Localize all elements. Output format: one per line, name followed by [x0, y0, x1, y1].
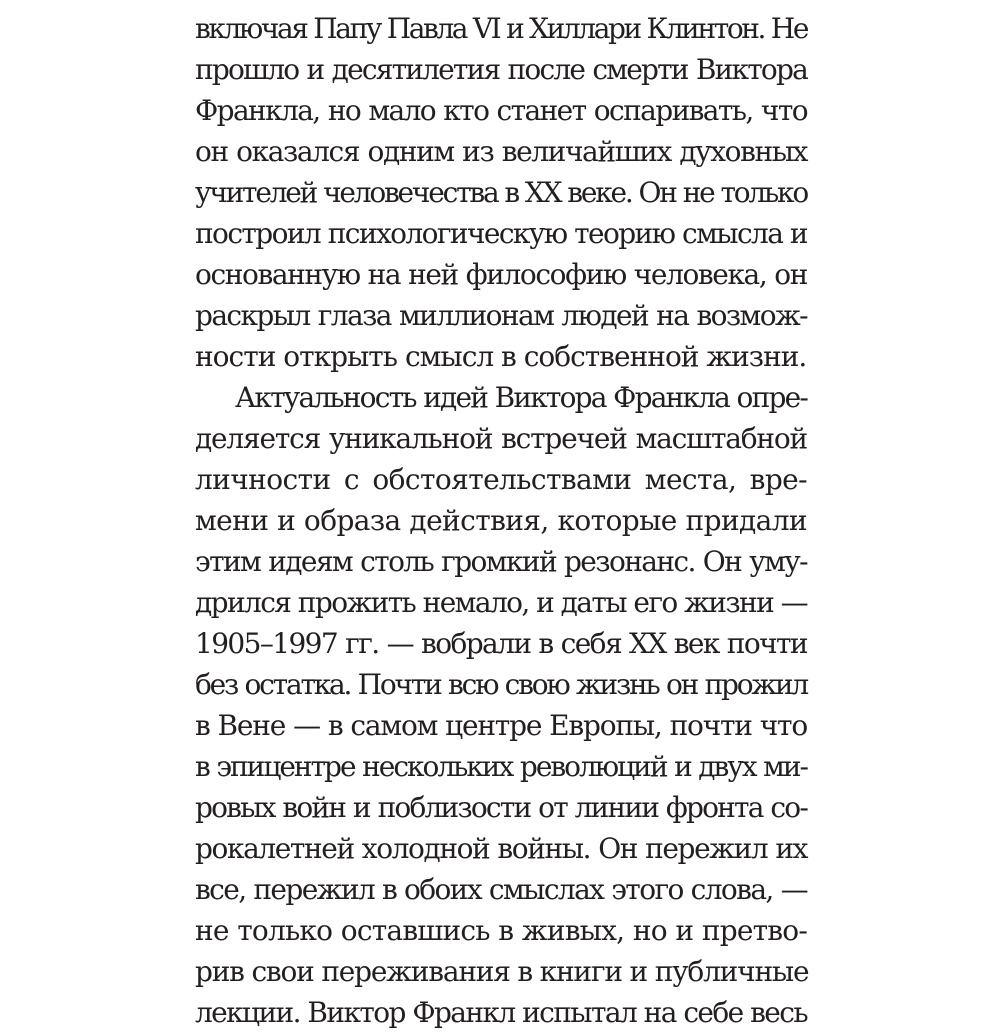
- text-line: без остатка. Почти всю свою жизнь он прожил: [195, 668, 807, 701]
- text-line: 1905–1997 гг. — вобрали в себя XX век почти: [195, 627, 807, 660]
- text-line: рив свои переживания в книги и публичные: [195, 955, 809, 988]
- text-line: рокалетней холодной войны. Он пережил их: [195, 832, 807, 865]
- text-line: прошло и десятилетия после смерти Виктора: [195, 53, 807, 86]
- text-line: раскрыл глаза миллионам людей на возмож-: [195, 299, 807, 332]
- text-line: дрился прожить немало, и даты его жизни —: [195, 586, 807, 619]
- text-line: все, пережил в обоих смыслах этого слова, —: [195, 873, 807, 906]
- text-line: мени и образа действия, которые придали: [195, 504, 807, 537]
- text-line: построил психологическую теорию смысла и: [195, 217, 807, 250]
- text-line: личности с обстоятельствами места, вре-: [195, 463, 807, 496]
- text-line: Франкла, но мало кто станет оспаривать, что: [195, 94, 807, 127]
- text-line: основанную на ней философию человека, он: [195, 258, 807, 291]
- paragraph-2: [195, 377, 807, 1033]
- text-line: ности открыть смысл в собственной жизни.: [195, 340, 807, 373]
- text-line: Актуальность идей Виктора Франкла опре-: [235, 381, 807, 414]
- text-column: [195, 8, 807, 1033]
- text-line: в Вене — в самом центре Европы, почти что: [195, 709, 807, 742]
- text-line: ровых войн и поблизости от линии фронта со-: [195, 791, 807, 824]
- text-line: в эпицентре нескольких революций и двух ми-: [195, 750, 807, 783]
- text-line: он оказался одним из величайших духовных: [195, 135, 807, 168]
- text-line: не только оставшись в живых, но и претво-: [195, 914, 807, 947]
- text-line: учителей человечества в XX веке. Он не только: [195, 176, 807, 209]
- text-line: деляется уникальной встречей масштабной: [195, 422, 807, 455]
- paragraph-1: [195, 8, 807, 377]
- text-line: этим идеям столь громкий резонанс. Он уму-: [195, 545, 807, 578]
- text-line: включая Папу Павла VI и Хиллари Клинтон. Не: [195, 12, 807, 45]
- text-line: лекции. Виктор Франкл испытал на себе весь: [195, 996, 807, 1029]
